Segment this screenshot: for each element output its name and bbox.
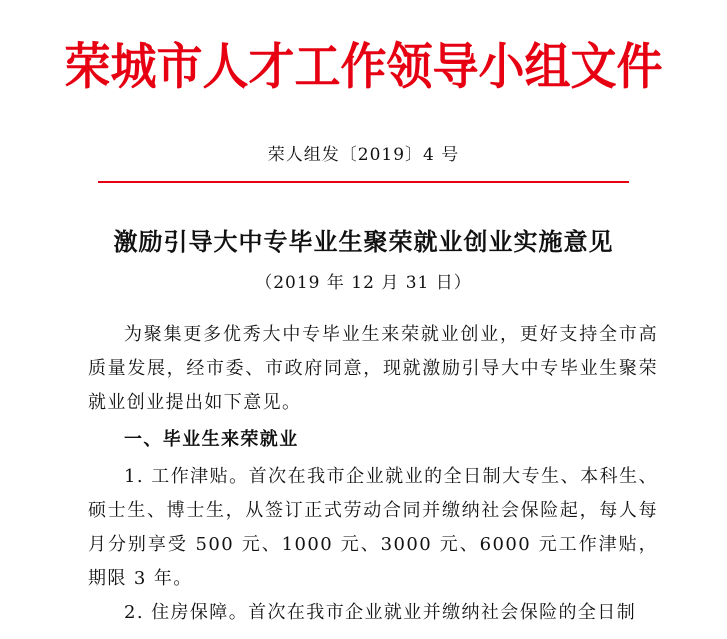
document-title: 激励引导大中专毕业生聚荣就业创业实施意见 — [113, 227, 614, 256]
item-paragraph: 2. 住房保障。首次在我市企业就业并缴纳社会保险的全日制 — [124, 602, 637, 623]
header-divider — [98, 181, 629, 183]
intro-paragraph: 为聚集更多优秀大中专毕业生来荣就业创业，更好支持全市高质量发展，经市委、市政府同意，现就激励引导大中专毕业生聚荣就业创业提出如下意见。 — [88, 324, 658, 413]
document-date: （2019 年 12 月 31 日） — [255, 273, 472, 293]
issuing-authority-header: 荣城市人才工作领导小组文件 — [64, 36, 663, 96]
section-heading: 一、毕业生来荣就业 — [124, 429, 299, 450]
document-number: 荣人组发〔2019〕4 号 — [267, 145, 460, 165]
document-body — [88, 318, 658, 630]
item-paragraph: 1. 工作津贴。首次在我市企业就业的全日制大专生、本科生、硕士生、博士生，从签订正式劳动合同并缴纳社会保险起，每人每月分别享受 500 元、1000 元、3000 元、6000 元工作津贴，期限 3 年。 — [88, 466, 658, 589]
